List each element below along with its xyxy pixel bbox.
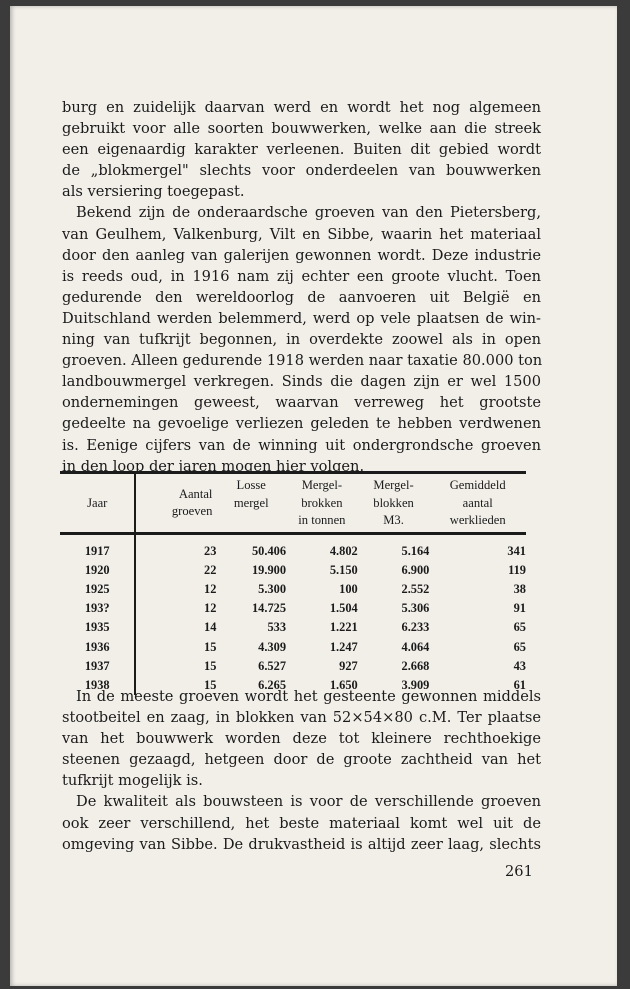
text-line: Duitschland werden belemmerd, werd op vele plaatsen de win-	[62, 309, 541, 327]
header-in-tonnen: in tonnen	[298, 513, 346, 527]
cell-brokken: 100	[339, 581, 358, 596]
cell-blokken: 5.306	[401, 601, 430, 616]
text-line: In de meeste groeven wordt het gesteente gewonnen middels	[76, 688, 541, 705]
text-line: groeven. Alleen gedurende 1918 werden naar taxatie 80.000 ton	[62, 352, 543, 370]
text-line: als versiering toegepast.	[62, 183, 245, 201]
text-line: een eigenaardig karakter verleenen. Buiten dit gebied wordt	[62, 141, 541, 159]
body-text-bottom	[62, 686, 541, 855]
header-jaar: Jaar	[60, 473, 135, 534]
text-line: gedurende den wereldoorlog de aanvoeren uit België en	[62, 288, 541, 306]
text-line: steenen gezaagd, hetgeen door de groote zachtheid van het	[62, 751, 541, 769]
cell-brokken: 1.504	[329, 601, 358, 616]
text-line: ook zeer verschillend, het beste materiaal komt wel uit de	[62, 814, 541, 832]
cell-groeven: 14	[204, 620, 217, 635]
text-line: in den loop der jaren mogen hier volgen.	[62, 457, 365, 475]
cell-groeven: 12	[204, 581, 217, 596]
table-row	[60, 618, 526, 637]
cell-blokken: 3.909	[401, 677, 430, 692]
text-line: van het bouwwerk worden deze tot kleinere rechthoekige	[62, 730, 541, 748]
cell-werklieden: 43	[513, 658, 526, 673]
cell-groeven: 23	[204, 543, 217, 558]
header-mergel-blokken: Mergel- blokken M3.	[373, 478, 414, 527]
table-row	[60, 533, 526, 561]
cell-werklieden: 119	[508, 562, 526, 577]
text-line: ondernemingen geweest, waarvan verreweg het grootste	[62, 394, 541, 412]
text-line: stootbeitel en zaag, in blokken van 52×54×80 c.M. Ter plaatse	[62, 709, 541, 727]
cell-brokken: 927	[339, 658, 358, 673]
text-line: omgeving van Sibbe. De drukvastheid is altijd zeer laag, slechts	[62, 835, 541, 853]
table-row	[60, 657, 526, 676]
text-line: is reeds oud, in 1916 nam zij echter een groote vlucht. Toen	[62, 267, 541, 285]
table-row	[60, 580, 526, 599]
cell-groeven: 15	[204, 658, 217, 673]
cell-year: 1917	[60, 533, 135, 561]
cell-groeven: 15	[204, 639, 217, 654]
cell-werklieden: 61	[513, 677, 526, 692]
text-line: is. Eenige cijfers van de winning uit ondergrondsche groeven	[62, 436, 541, 454]
cell-werklieden: 65	[513, 620, 526, 635]
cell-year: 1936	[60, 637, 135, 656]
cell-werklieden: 91	[513, 601, 526, 616]
text-line: tufkrijt mogelijk is.	[62, 772, 203, 790]
cell-blokken: 2.552	[401, 581, 430, 596]
mining-statistics-table	[60, 471, 526, 695]
text-line: burg en zuidelijk daarvan werd en wordt het nog algemeen	[62, 99, 541, 116]
cell-werklieden: 65	[513, 639, 526, 654]
cell-year: 1935	[60, 618, 135, 637]
cell-brokken: 1.650	[329, 677, 358, 692]
cell-blokken: 6.900	[401, 562, 430, 577]
cell-groeven: 15	[204, 677, 217, 692]
cell-year: 193?	[60, 599, 135, 618]
cell-brokken: 4.802	[329, 543, 358, 558]
header-losse-mergel: Losse mergel	[233, 478, 269, 510]
cell-blokken: 6.233	[401, 620, 430, 635]
cell-year: 1937	[60, 657, 135, 676]
table-row	[60, 599, 526, 618]
text-line: de „blokmergel" slechts voor onderdeelen van bouwwerken	[62, 162, 541, 180]
cell-losse: 6.527	[258, 658, 287, 673]
cell-losse: 5.300	[258, 581, 287, 596]
header-werklieden: Gemiddeld aantal werklieden	[449, 478, 506, 527]
text-line: landbouwmergel verkregen. Sinds die dagen zijn er wel 1500	[62, 373, 541, 391]
text-line: van Geulhem, Valkenburg, Vilt en Sibbe, waarin het materiaal	[62, 225, 541, 243]
cell-year: 1925	[60, 580, 135, 599]
text-line: ning van tufkrijt begonnen, in overdekte zoowel als in open	[62, 331, 541, 349]
cell-blokken: 5.164	[401, 543, 430, 558]
cell-brokken: 5.150	[329, 562, 358, 577]
cell-werklieden: 341	[507, 543, 526, 558]
cell-brokken: 1.221	[329, 620, 358, 635]
cell-brokken: 1.247	[329, 639, 358, 654]
table-header-row	[60, 473, 526, 534]
text-line: De kwaliteit als bouwsteen is voor de verschillende groeven	[76, 793, 541, 811]
table-row	[60, 637, 526, 656]
table-row	[60, 561, 526, 580]
text-line: gedeelte na gevoelige verliezen geleden te hebben verdwenen	[62, 415, 541, 433]
body-text-top	[62, 97, 541, 477]
cell-losse: 6.265	[258, 677, 287, 692]
text-line: gebruikt voor alle soorten bouwwerken, welke aan die streek	[62, 120, 541, 138]
cell-blokken: 4.064	[401, 639, 430, 654]
cell-groeven: 22	[204, 562, 217, 577]
cell-groeven: 12	[204, 601, 217, 616]
cell-blokken: 2.668	[401, 658, 430, 673]
book-page	[10, 6, 617, 986]
page-number: 261	[505, 863, 533, 880]
cell-losse: 19.900	[251, 562, 287, 577]
cell-werklieden: 38	[513, 581, 526, 596]
cell-losse: 14.725	[251, 601, 287, 616]
text-line: Bekend zijn de onderaardsche groeven van den Pietersberg,	[76, 204, 541, 222]
cell-losse: 4.309	[258, 639, 287, 654]
cell-year: 1938	[60, 676, 135, 695]
header-aantal-groeven: Aantal groeven	[171, 486, 213, 519]
cell-losse: 533	[267, 620, 287, 635]
cell-losse: 50.406	[251, 543, 287, 558]
text-line: door den aanleg van galerijen gewonnen wordt. Deze industrie	[62, 246, 541, 264]
cell-year: 1920	[60, 561, 135, 580]
header-mergel-brokken: Mergel- brokken in tonnen	[298, 478, 346, 527]
